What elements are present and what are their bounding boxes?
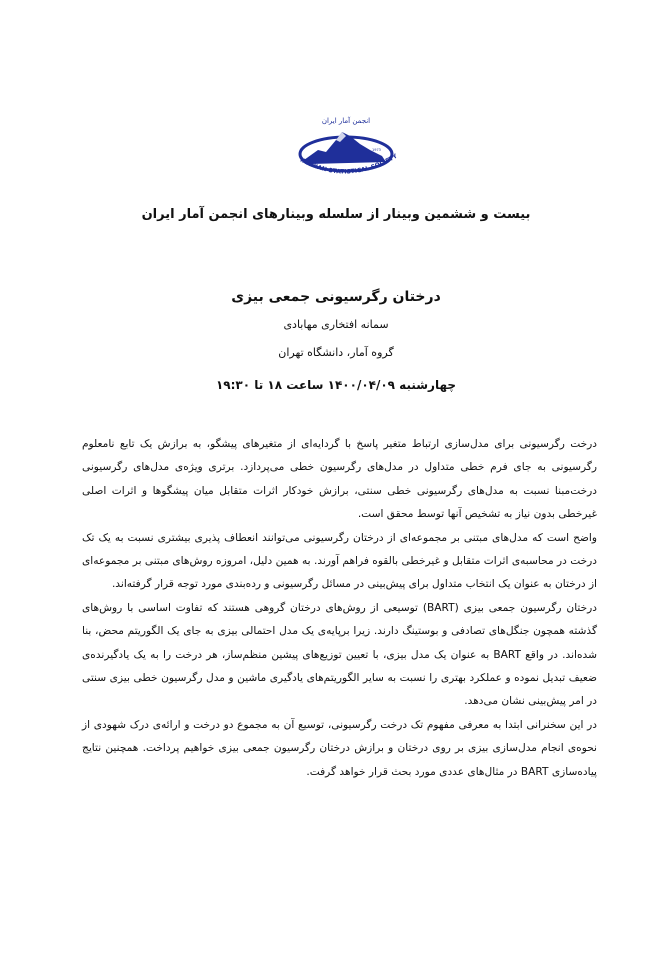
iranian-statistical-society-logo bbox=[290, 110, 402, 182]
logo-english-text: IRANIAN STATISTICAL SOCIETY bbox=[298, 152, 399, 176]
webinar-series-title: بیست و ششمین وبینار از سلسله وبینارهای انجمن آمار ایران bbox=[141, 207, 531, 222]
talk-datetime: چهارشنبه ۱۴۰۰/۰۴/۰۹ ساعت ۱۸ تا ۱۹:۳۰ bbox=[215, 378, 457, 392]
logo-graphic bbox=[290, 110, 402, 182]
talk-title: درختان رگرسیونی جمعی بیزی bbox=[231, 289, 441, 305]
abstract-paragraph: در این سخنرانی ابتدا به معرفی مفهوم تک درخت رگرسیونی، توسیع آن به مجموع دو درخت و ارائه‌ی درک شهودی از نحوه‌ی انجام مدل‌سازی بیزی بر روی درختان و برازش درختان رگرسیون جمعی بیزی خواهیم پرداخت. همچنین نتایج پیاده‌سازی BART در مثال‌های عددی مورد بحث قرار خواهد گرفت. bbox=[82, 718, 597, 778]
abstract-paragraph: درخت رگرسیونی برای مدل‌سازی ارتباط متغیر پاسخ با گردایه‌ای از متغیرهای پیشگو، به برازش یک تابع نامعلوم رگرسیونی به جای فرم خطی متداول در مدل‌های رگرسیون خطی می‌پردازد. برتری ویژه‌ی مدل‌های رگرسیونی درخت‌مبنا نسبت به مدل‌های رگرسیونی خطی سنتی، برازش خودکار اثرات متقابل میان پیشگوها و اثرات اصلی غیرخطی بدون نیاز به تشخیص آنها توسط محقق است. bbox=[82, 438, 597, 521]
speaker-name: سمانه افتخاری مهابادی bbox=[283, 318, 389, 331]
abstract-paragraph: واضح است که مدل‌های مبتنی بر مجموعه‌ای از درختان رگرسیونی می‌توانند انعطاف پذیری بیشتری نسبت به یک تک درخت در محاسبه‌ی اثرات متقابل و غیرخطی بالقوه فراهم آورند. به همین دلیل، امروزه روش‌های مبتنی بر مجموعه‌ای از درختان به عنوان یک انتخاب متداول برای پیش‌بینی در مسائل رگرسیونی و رده‌بندی مورد توجه قرار گرفته‌اند. bbox=[82, 531, 597, 591]
logo-year: 1973 bbox=[372, 148, 381, 152]
logo-persian-text: انجمن آمار ایران bbox=[321, 117, 371, 125]
abstract bbox=[82, 433, 597, 784]
speaker-affiliation: گروه آمار، دانشگاه تهران bbox=[278, 346, 394, 359]
abstract-paragraph: درختان رگرسیون جمعی بیزی (BART) توسیعی از روش‌های درختان گروهی هستند که تفاوت اساسی با روش‌های گذشته همچون جنگل‌های تصادفی و بوستینگ دارند. زیرا برپایه‌ی یک مدل احتمالی بیزی به جای یک الگوریتم محض، بنا شده‌اند. در واقع BART به عنوان یک مدل بیزی، با تعیین توزیع‌های پیشین منظم‌ساز، هر درخت را به یک یادگیرنده‌ی ضعیف تبدیل نموده و عملکرد بهتری را نسبت به سایر الگوریتم‌های یادگیری ماشین و مدل رگرسیون خطی بیزی سنتی در امر پیش‌بینی نشان می‌دهد. bbox=[82, 601, 597, 708]
